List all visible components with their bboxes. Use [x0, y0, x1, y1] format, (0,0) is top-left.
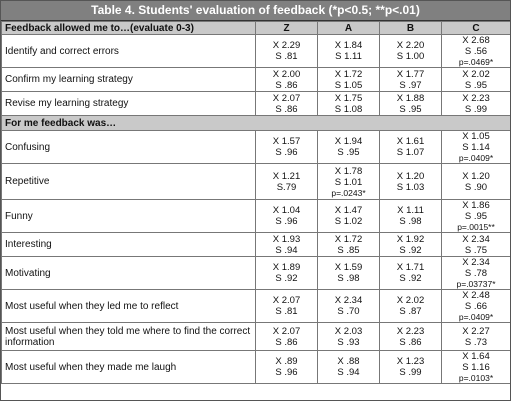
mean-value: X 1.04: [272, 205, 301, 216]
column-header-a: A: [318, 22, 380, 35]
sd-value: S .81: [275, 51, 298, 62]
stat-cell: [256, 131, 318, 164]
stat-cell: [256, 351, 318, 384]
stat-cell: [442, 35, 511, 68]
sd-value: S .86: [275, 103, 298, 115]
table-title: Table 4. Students' evaluation of feedback (*p<0.5; **p<.01): [1, 1, 510, 21]
mean-value: X 1.72: [334, 68, 363, 80]
mean-value: X 1.89: [272, 262, 301, 273]
stat-cell: [380, 351, 442, 384]
sd-value: S .96: [275, 147, 298, 158]
stat-cell: [442, 351, 511, 384]
stat-cell: [380, 257, 442, 290]
sd-value: S .70: [337, 306, 360, 317]
stat-cell: [318, 131, 380, 164]
mean-value: X 1.21: [272, 170, 301, 182]
mean-value: X 1.71: [396, 262, 425, 273]
mean-value: X 2.29: [272, 40, 301, 51]
stat-cell: [256, 68, 318, 92]
stat-cell: [318, 323, 380, 351]
p-value: p=.03737*: [456, 279, 496, 289]
sd-value: S .98: [337, 273, 360, 284]
row-label: Most useful when they told me where to find the correct information: [2, 323, 256, 351]
section-label: For me feedback was…: [2, 116, 511, 131]
stat-cell: [380, 323, 442, 351]
sd-value: S .86: [275, 336, 298, 348]
mean-value: X 2.07: [272, 92, 301, 104]
stat-cell: [318, 68, 380, 92]
sd-value: S .86: [399, 336, 422, 348]
mean-value: X 1.11: [397, 205, 424, 216]
table-row: [2, 131, 511, 164]
sd-value: S 1.08: [334, 103, 363, 115]
mean-value: X 2.48: [462, 290, 490, 301]
sd-value: S 1.00: [396, 51, 425, 62]
p-value: p=.0243*: [331, 187, 366, 198]
sd-value: S .95: [464, 79, 488, 91]
mean-value: X 1.61: [396, 136, 425, 147]
stat-cell: [380, 35, 442, 68]
sd-value: S 1.07: [396, 147, 425, 158]
stat-cell: [442, 200, 511, 233]
column-header-z: Z: [256, 22, 318, 35]
stat-cell: [256, 323, 318, 351]
column-header-c: C: [442, 22, 511, 35]
row-label: Most useful when they made me laugh: [2, 351, 256, 384]
table-row: [2, 200, 511, 233]
sd-value: S .94: [275, 244, 298, 256]
stat-cell: [256, 233, 318, 257]
stat-cell: [256, 200, 318, 233]
mean-value: X 1.84: [334, 40, 363, 51]
sd-value: S 1.16: [462, 362, 490, 373]
row-label: Most useful when they led me to reflect: [2, 290, 256, 323]
sd-value: S .96: [275, 216, 298, 227]
header-label: Feedback allowed me to…(evaluate 0-3): [2, 22, 256, 35]
mean-value: X 1.72: [334, 233, 363, 245]
mean-value: X 1.20: [462, 170, 490, 182]
mean-value: X 2.03: [334, 325, 363, 337]
mean-value: X 1.88: [396, 92, 425, 104]
row-label: Identify and correct errors: [2, 35, 256, 68]
mean-value: X 1.92: [396, 233, 425, 245]
stat-cell: [318, 92, 380, 116]
stat-cell: [380, 200, 442, 233]
sd-value: S .81: [275, 306, 298, 317]
mean-value: X 2.02: [462, 68, 490, 80]
stat-cell: [442, 164, 511, 200]
feedback-table: [1, 21, 511, 384]
sd-value: S .78: [464, 268, 488, 279]
row-label: Revise my learning strategy: [2, 92, 256, 116]
mean-value: X 2.00: [272, 68, 301, 80]
stat-cell: [442, 233, 511, 257]
mean-value: X 1.57: [272, 136, 301, 147]
sd-value: S .75: [464, 244, 488, 256]
table-row: [2, 257, 511, 290]
mean-value: X 1.75: [334, 92, 363, 104]
sd-value: S .90: [464, 181, 488, 193]
section-was-body: [2, 131, 511, 384]
sd-value: S.79: [276, 181, 297, 193]
mean-value: X .88: [337, 356, 360, 367]
table-row: [2, 323, 511, 351]
sd-value: S .99: [399, 367, 422, 378]
stat-cell: [442, 323, 511, 351]
row-label: Interesting: [2, 233, 256, 257]
table-row: [2, 351, 511, 384]
sd-value: S .92: [399, 273, 422, 284]
row-label: Funny: [2, 200, 256, 233]
mean-value: X 1.05: [462, 131, 490, 142]
sd-value: S .95: [337, 147, 360, 158]
mean-value: X 1.86: [462, 200, 490, 211]
mean-value: X 1.59: [334, 262, 363, 273]
mean-value: X 2.34: [462, 233, 490, 245]
sd-value: S .94: [337, 367, 360, 378]
sd-value: S .95: [464, 211, 488, 222]
sd-value: S .99: [464, 103, 488, 115]
table-row: [2, 92, 511, 116]
mean-value: X 2.23: [462, 92, 490, 104]
stat-cell: [318, 233, 380, 257]
stat-cell: [380, 290, 442, 323]
stat-cell: [256, 257, 318, 290]
mean-value: X 2.23: [396, 325, 425, 337]
stat-cell: [380, 233, 442, 257]
mean-value: X 1.20: [396, 170, 425, 182]
stat-cell: [442, 290, 511, 323]
mean-value: X 2.27: [462, 325, 490, 337]
stat-cell: [256, 92, 318, 116]
stat-cell: [318, 257, 380, 290]
table-row: [2, 233, 511, 257]
stat-cell: [442, 131, 511, 164]
stat-cell: [256, 290, 318, 323]
row-label: Confusing: [2, 131, 256, 164]
stat-cell: [380, 131, 442, 164]
mean-value: X 1.94: [334, 136, 363, 147]
p-value: p=.0103*: [458, 373, 494, 383]
stat-cell: [442, 92, 511, 116]
mean-value: X 2.68: [462, 35, 490, 46]
p-value: p=.0409*: [458, 153, 494, 163]
sd-value: S .66: [464, 301, 488, 312]
sd-value: S .56: [464, 46, 488, 57]
table-row: [2, 68, 511, 92]
section-row: [2, 116, 511, 131]
sd-value: S .95: [399, 103, 422, 115]
sd-value: S .98: [399, 216, 422, 227]
sd-value: S 1.14: [462, 142, 490, 153]
header-row: [2, 22, 511, 35]
stat-cell: [318, 200, 380, 233]
p-value: p=.0015**: [457, 222, 495, 232]
stat-cell: [256, 35, 318, 68]
mean-value: X 2.20: [396, 40, 425, 51]
row-label: Motivating: [2, 257, 256, 290]
sd-value: S .92: [399, 244, 422, 256]
mean-value: X 2.07: [272, 295, 301, 306]
p-value: p=.0409*: [458, 312, 494, 322]
stat-cell: [318, 164, 380, 200]
stat-cell: [318, 290, 380, 323]
stat-cell: [380, 68, 442, 92]
mean-value: X 1.23: [396, 356, 425, 367]
sd-value: S .86: [275, 79, 298, 91]
stat-cell: [256, 164, 318, 200]
sd-value: S 1.11: [335, 51, 362, 62]
sd-value: S 1.01: [334, 176, 363, 188]
sd-value: S 1.02: [334, 216, 363, 227]
mean-value: X .89: [275, 356, 298, 367]
sd-value: S .92: [275, 273, 298, 284]
sd-value: S .97: [399, 79, 422, 91]
sd-value: S 1.05: [334, 79, 363, 91]
mean-value: X 1.93: [272, 233, 301, 245]
stat-cell: [442, 68, 511, 92]
stat-cell: [442, 257, 511, 290]
sd-value: S .93: [337, 336, 360, 348]
mean-value: X 1.64: [462, 351, 490, 362]
row-label: Confirm my learning strategy: [2, 68, 256, 92]
sd-value: S .96: [275, 367, 298, 378]
mean-value: X 1.47: [334, 205, 363, 216]
table-row: [2, 290, 511, 323]
mean-value: X 2.34: [334, 295, 363, 306]
stat-cell: [380, 164, 442, 200]
sd-value: S .73: [464, 336, 488, 348]
table-row: [2, 164, 511, 200]
stat-cell: [380, 92, 442, 116]
sd-value: S .87: [399, 306, 422, 317]
table-row: [2, 35, 511, 68]
mean-value: X 1.77: [396, 68, 425, 80]
mean-value: X 2.34: [462, 257, 490, 268]
row-label: Repetitive: [2, 164, 256, 200]
mean-value: X 2.07: [272, 325, 301, 337]
p-value: p=.0469*: [458, 57, 494, 67]
stat-cell: [318, 351, 380, 384]
mean-value: X 1.78: [334, 165, 363, 177]
sd-value: S .85: [337, 244, 360, 256]
mean-value: X 2.02: [396, 295, 425, 306]
sd-value: S 1.03: [396, 181, 425, 193]
section-allowed-body: [2, 35, 511, 116]
column-header-b: B: [380, 22, 442, 35]
stat-cell: [318, 35, 380, 68]
